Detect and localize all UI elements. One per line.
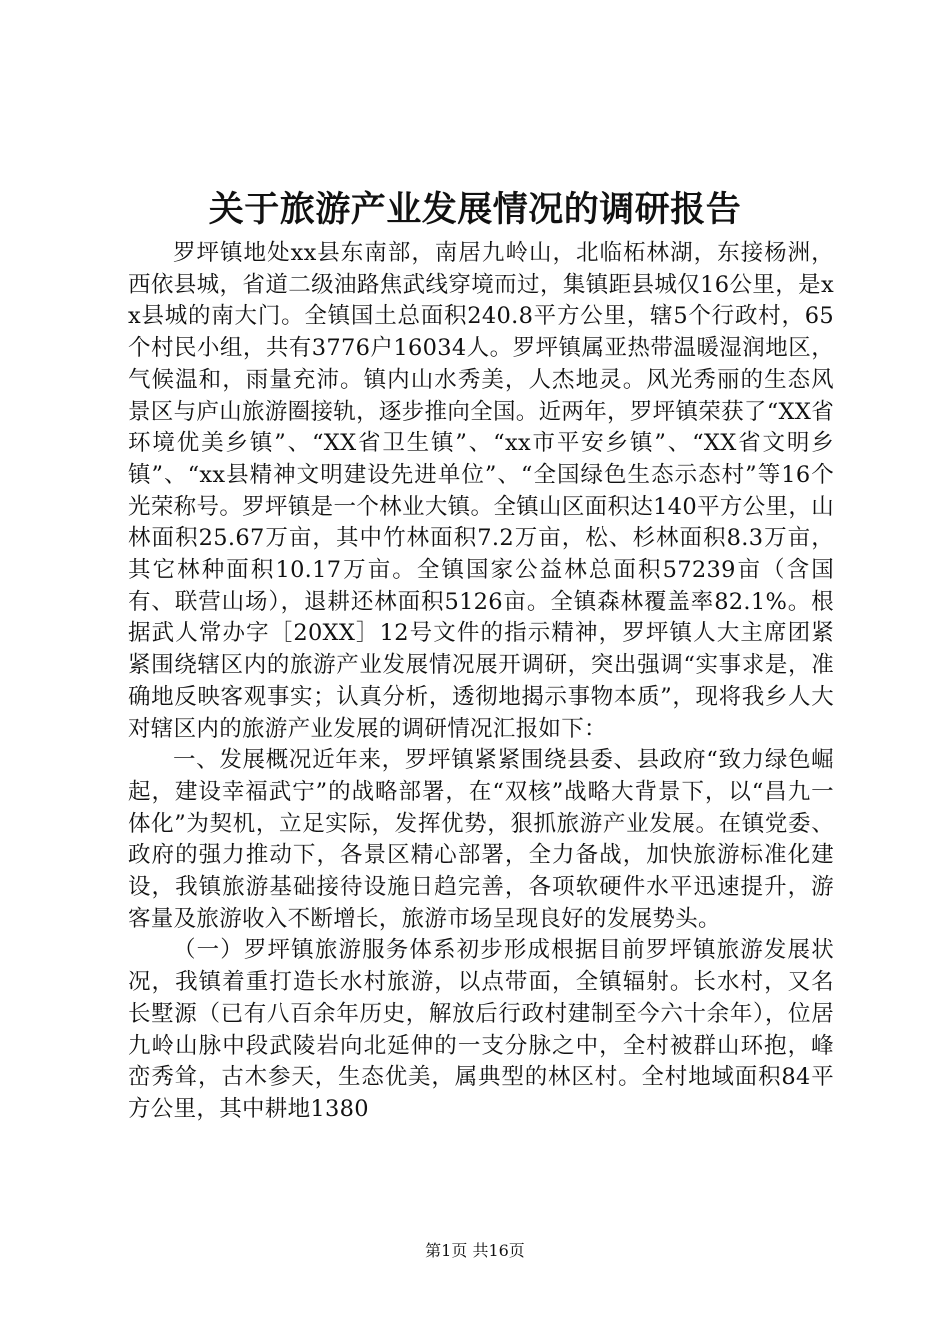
document-body xyxy=(128,238,834,1126)
document-title: 关于旅游产业发展情况的调研报告 xyxy=(208,189,742,230)
page-footer: 第1页 共16页 xyxy=(425,1241,525,1260)
paragraph-intro: 罗坪镇地处xx县东南部，南居九岭山，北临柘林湖，东接杨洲，西依县城，省道二级油路焦武线穿境而过，集镇距县城仅16公里，是xx县城的南大门。全镇国土总面积240.8平方公里，辖5个行政村，65个村民小组，共有3776户16034人。罗坪镇属亚热带温暖湿润地区，气候温和，雨量充沛。镇内山水秀美，人杰地灵。风光秀丽的生态风景区与庐山旅游圈接轨，逐步推向全国。近两年，罗坪镇荣获了“XX省环境优美乡镇”、“XX省卫生镇”、“xx市平安乡镇”、“XX省文明乡镇”、“xx县精神文明建设先进单位”、“全国绿色生态示态村”等16个光荣称号。罗坪镇是一个林业大镇。全镇山区面积达140平方公里，山林面积25.67万亩，其中竹林面积7.2万亩，松、杉林面积8.3万亩，其它林种面积10.17万亩。全镇国家公益林总面积57239亩（含国有、联营山场），退耕还林面积5126亩。全镇森林覆盖率82.1%。根据武人常办字［20XX］12号文件的指示精神，罗坪镇人大主席团紧紧围绕辖区内的旅游产业发展情况展开调研，突出强调“实事求是，准确地反映客观事实；认真分析，透彻地揭示事物本质”，现将我乡人大对辖区内的旅游产业发展的调研情况汇报如下： xyxy=(128,240,834,742)
paragraph-development-overview: 一、发展概况近年来，罗坪镇紧紧围绕县委、县政府“致力绿色崛起，建设幸福武宁”的战略部署，在“双核”战略大背景下，以“昌九一体化”为契机，立足实际，发挥优势，狠抓旅游产业发展。在镇党委、政府的强力推动下，各景区精心部署，全力备战，加快旅游标准化建设，我镇旅游基础接待设施日趋完善，各项软硬件水平迅速提升，游客量及旅游收入不断增长，旅游市场呈现良好的发展势头。 xyxy=(128,747,834,932)
paragraph-service-system: （一）罗坪镇旅游服务体系初步形成根据目前罗坪镇旅游发展状况，我镇着重打造长水村旅游，以点带面，全镇辐射。长水村，又名长墅源（已有八百余年历史，解放后行政村建制至今六十余年），位居九岭山脉中段武陵岩向北延伸的一支分脉之中，全村被群山环抱，峰峦秀耸，古木参天，生态优美，属典型的林区村。全村地域面积84平方公里，其中耕地1380 xyxy=(128,937,834,1122)
